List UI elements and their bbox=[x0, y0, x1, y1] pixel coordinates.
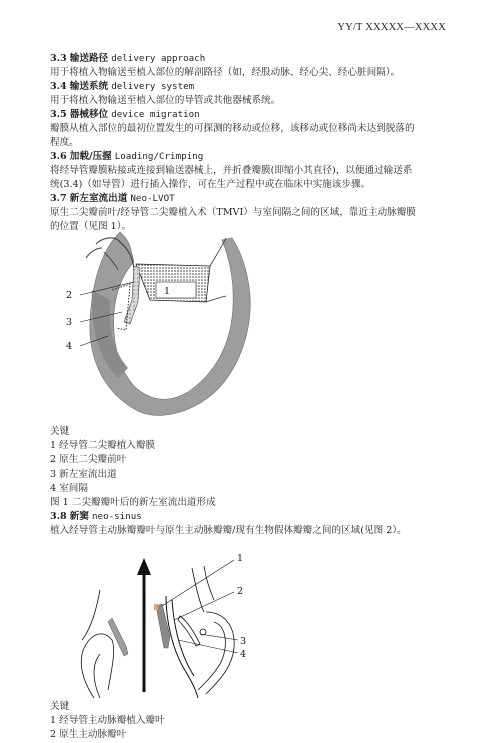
definition-line-2: 统(3.4)（如导管）进行插入操作，可在生产过程中或在临床中实施该步骤。 bbox=[50, 179, 371, 190]
term-zh: 输送路径 bbox=[69, 53, 109, 64]
term-en: delivery approach bbox=[111, 53, 206, 64]
key-item-4: 4 室间隔 bbox=[50, 482, 88, 494]
definition-line-2: 的位置（见图 1）。 bbox=[50, 221, 132, 232]
definition: 用于将植入物输送至植入部位的解剖路径（如，经股动脉、经心尖、经心脏间隔）。 bbox=[50, 67, 401, 78]
key-item-1: 1 经导管主动脉瓣植入瓣叶 bbox=[50, 715, 165, 727]
callout-3: 3 bbox=[240, 636, 247, 647]
section-3-8-definition: 植入经导管主动脉瓣瓣叶与原生主动脉瓣瓣/现有生物假体瓣瓣之间的区域(见图 2）。 bbox=[50, 525, 407, 537]
term-zh: 输送系统 bbox=[69, 81, 109, 92]
definition-line-1: 将经导管瓣膜粘接或连接到输送器械上，并折叠瓣膜(即缩小其直径)，以便通过输送系 bbox=[50, 165, 413, 176]
section-3-8-heading bbox=[50, 510, 407, 524]
section-3-6 bbox=[50, 150, 446, 192]
standard-code-header: YY/T XXXXX—XXXX bbox=[337, 22, 446, 33]
section-number: 3.3 bbox=[50, 53, 67, 64]
key-item-3: 3 新左室流出道 bbox=[50, 468, 117, 480]
term-en: device migration bbox=[111, 109, 200, 120]
key-item-2: 2 原生二尖瓣前叶 bbox=[50, 454, 127, 466]
definition: 用于将植入物输送至植入部位的导管或其他器械系统。 bbox=[50, 95, 281, 106]
flow-arrow-icon bbox=[137, 558, 151, 575]
figure-2-neo-sinus-illustration bbox=[0, 548, 496, 698]
figure-1-caption: 图 1 二尖瓣瓣叶后的新左室流出道形成 bbox=[50, 497, 216, 509]
definition-line-2: 程度。 bbox=[50, 137, 79, 148]
section-number: 3.4 bbox=[50, 81, 67, 92]
term-zh: 新窦 bbox=[69, 511, 89, 523]
section-3-3 bbox=[50, 52, 446, 80]
key-title: 关键 bbox=[50, 426, 70, 437]
native-aortic-leaflet-right bbox=[156, 604, 170, 648]
key-item-2: 2 原生主动脉瓣叶 bbox=[50, 729, 127, 741]
term-zh: 加载/压握 bbox=[69, 151, 112, 162]
figure-1-neo-lvot-illustration bbox=[0, 228, 496, 420]
native-anterior-leaflet bbox=[124, 266, 140, 324]
term-en: Neo-LVOT bbox=[130, 193, 175, 204]
key-item-1: 1 经导管二尖瓣植入瓣膜 bbox=[50, 440, 156, 452]
key-title: 关键 bbox=[50, 701, 70, 712]
section-3-4 bbox=[50, 80, 446, 108]
term-zh: 新左室流出道 bbox=[69, 193, 128, 204]
section-number: 3.7 bbox=[50, 193, 67, 204]
callout-1: 1 bbox=[164, 286, 171, 297]
term-en: neo-sinus bbox=[92, 511, 142, 523]
callout-1: 1 bbox=[237, 553, 244, 564]
heart-wall bbox=[90, 232, 250, 415]
definition-line-1: 瓣膜从植入部位的最初位置发生的可探测的移动或位移，该移动或位移尚未达到脱落的 bbox=[50, 123, 415, 134]
section-number: 3.6 bbox=[50, 151, 67, 162]
transcatheter-aortic-leaflet bbox=[178, 616, 200, 646]
document-body bbox=[50, 52, 446, 234]
figure-1-key bbox=[50, 425, 407, 539]
figure-2-key bbox=[50, 700, 165, 743]
section-3-5 bbox=[50, 108, 446, 150]
section-number: 3.8 bbox=[50, 511, 67, 523]
term-zh: 器械移位 bbox=[69, 109, 109, 120]
callout-2: 2 bbox=[66, 290, 73, 301]
callout-4: 4 bbox=[66, 341, 73, 352]
callout-4: 4 bbox=[240, 649, 247, 660]
callout-2: 2 bbox=[237, 586, 244, 597]
term-en: Loading/Crimping bbox=[114, 151, 204, 162]
native-aortic-leaflet-left bbox=[108, 618, 128, 656]
section-number: 3.5 bbox=[50, 109, 67, 120]
definition-line-1: 原生二尖瓣前叶/经导管二尖瓣植入术（TMVI）与室间隔之间的区域，靠近主动脉瓣膜 bbox=[50, 207, 416, 218]
callout-3: 3 bbox=[66, 317, 73, 328]
term-en: delivery system bbox=[111, 81, 195, 92]
